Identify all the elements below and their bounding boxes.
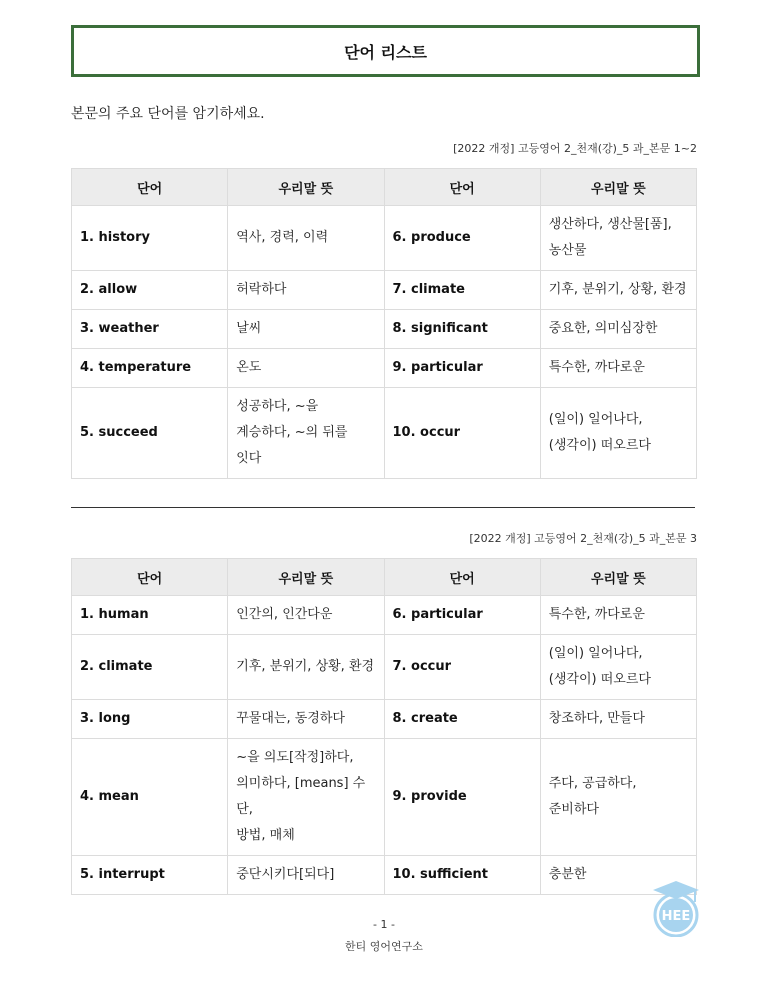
- vocab-meaning: [228, 700, 384, 739]
- vocab-meaning: [540, 271, 696, 310]
- meaning-line: (일이) 일어나다,: [548, 646, 643, 661]
- vocab-word: 6. particular: [384, 596, 540, 635]
- section-2-source: [2022 개정] 고등영어 2_천재(강)_5 과_본문 3: [469, 532, 697, 545]
- meaning-line: 주다, 공급하다,: [548, 776, 637, 791]
- meaning-line: 날씨: [236, 321, 262, 336]
- vocab-meaning: [228, 388, 384, 479]
- vocab-meaning: [228, 739, 384, 856]
- vocab-word: 7. climate: [384, 271, 540, 310]
- meaning-line: 준비하다: [548, 802, 599, 817]
- meaning-line: 꾸물대는, 동경하다: [236, 711, 345, 726]
- header-meaning: 우리말 뜻: [540, 169, 696, 206]
- meaning-line: 인간의, 인간다운: [236, 607, 333, 622]
- meaning-line: 잇다: [236, 451, 262, 466]
- meaning-line: 중단시키다[되다]: [236, 867, 335, 882]
- meaning-line: 방법, 매체: [236, 828, 295, 843]
- meaning-line: 역사, 경력, 이력: [236, 230, 329, 245]
- vocab-table-1: [71, 168, 697, 479]
- vocab-word: 5. succeed: [72, 388, 228, 479]
- meaning-line: 충분한: [548, 867, 587, 882]
- vocab-word: 10. occur: [384, 388, 540, 479]
- vocab-word: 8. create: [384, 700, 540, 739]
- vocab-word: 9. particular: [384, 349, 540, 388]
- logo-text: HEE: [661, 909, 691, 924]
- table-header-row: [72, 169, 697, 206]
- table-row: [72, 388, 697, 479]
- header-word: 단어: [72, 169, 228, 206]
- table-row: [72, 856, 697, 895]
- graduation-cap-hee-logo-icon: [651, 879, 701, 937]
- meaning-line: (생각이) 떠오르다: [548, 438, 651, 453]
- meaning-line: 의미하다, [means] 수단,: [236, 776, 366, 817]
- vocab-word: 10. sufficient: [384, 856, 540, 895]
- header-meaning: 우리말 뜻: [228, 559, 384, 596]
- vocab-word: 2. climate: [72, 635, 228, 700]
- meaning-line: ~을 의도[작정]하다,: [236, 750, 354, 765]
- vocab-meaning: [540, 310, 696, 349]
- vocab-meaning: [228, 635, 384, 700]
- page-number: - 1 -: [373, 918, 395, 931]
- meaning-line: 생산하다, 생산물[품],: [548, 217, 672, 232]
- meaning-line: (일이) 일어나다,: [548, 412, 643, 427]
- table-header-row: [72, 559, 697, 596]
- header-meaning: 우리말 뜻: [540, 559, 696, 596]
- vocab-word: 3. weather: [72, 310, 228, 349]
- vocab-word: 1. history: [72, 206, 228, 271]
- vocab-word: 6. produce: [384, 206, 540, 271]
- vocab-word: 9. provide: [384, 739, 540, 856]
- vocab-meaning: [228, 206, 384, 271]
- footer-organization: 한티 영어연구소: [345, 940, 423, 953]
- table-row: [72, 310, 697, 349]
- meaning-line: (생각이) 떠오르다: [548, 672, 651, 687]
- vocab-word: 4. mean: [72, 739, 228, 856]
- meaning-line: 기후, 분위기, 상황, 환경: [548, 282, 687, 297]
- meaning-line: 특수한, 까다로운: [548, 607, 645, 622]
- vocab-word: 2. allow: [72, 271, 228, 310]
- header-word: 단어: [384, 169, 540, 206]
- section-divider: [71, 507, 695, 508]
- table-row: [72, 206, 697, 271]
- vocab-meaning: [228, 596, 384, 635]
- vocab-word: 3. long: [72, 700, 228, 739]
- meaning-line: 성공하다, ~을: [236, 399, 319, 414]
- vocab-meaning: [228, 271, 384, 310]
- table-row: [72, 349, 697, 388]
- meaning-line: 중요한, 의미심장한: [548, 321, 658, 336]
- vocab-meaning: [228, 310, 384, 349]
- vocab-meaning: [540, 349, 696, 388]
- vocab-meaning: [228, 856, 384, 895]
- meaning-line: 허락하다: [236, 282, 287, 297]
- vocab-meaning: [540, 700, 696, 739]
- meaning-line: 기후, 분위기, 상황, 환경: [236, 659, 375, 674]
- header-meaning: 우리말 뜻: [228, 169, 384, 206]
- page-title: 단어 리스트: [71, 25, 700, 77]
- meaning-line: 창조하다, 만들다: [548, 711, 645, 726]
- table-row: [72, 271, 697, 310]
- vocab-word: 7. occur: [384, 635, 540, 700]
- header-word: 단어: [384, 559, 540, 596]
- vocab-word: 1. human: [72, 596, 228, 635]
- table-row: [72, 700, 697, 739]
- meaning-line: 온도: [236, 360, 262, 375]
- meaning-line: 계승하다, ~의 뒤를: [236, 425, 348, 440]
- vocab-meaning: [540, 206, 696, 271]
- section-1-source: [2022 개정] 고등영어 2_천재(강)_5 과_본문 1~2: [453, 142, 697, 155]
- vocab-table-2: [71, 558, 697, 895]
- meaning-line: 농산물: [548, 243, 587, 258]
- vocab-word: 4. temperature: [72, 349, 228, 388]
- table-row: [72, 635, 697, 700]
- header-word: 단어: [72, 559, 228, 596]
- table-row: [72, 596, 697, 635]
- vocab-meaning: [540, 388, 696, 479]
- vocab-meaning: [228, 349, 384, 388]
- meaning-line: 특수한, 까다로운: [548, 360, 645, 375]
- vocab-word: 8. significant: [384, 310, 540, 349]
- table-row: [72, 739, 697, 856]
- vocab-word: 5. interrupt: [72, 856, 228, 895]
- vocab-meaning: [540, 739, 696, 856]
- instruction-text: 본문의 주요 단어를 암기하세요.: [71, 106, 265, 122]
- vocab-meaning: [540, 635, 696, 700]
- vocab-meaning: [540, 596, 696, 635]
